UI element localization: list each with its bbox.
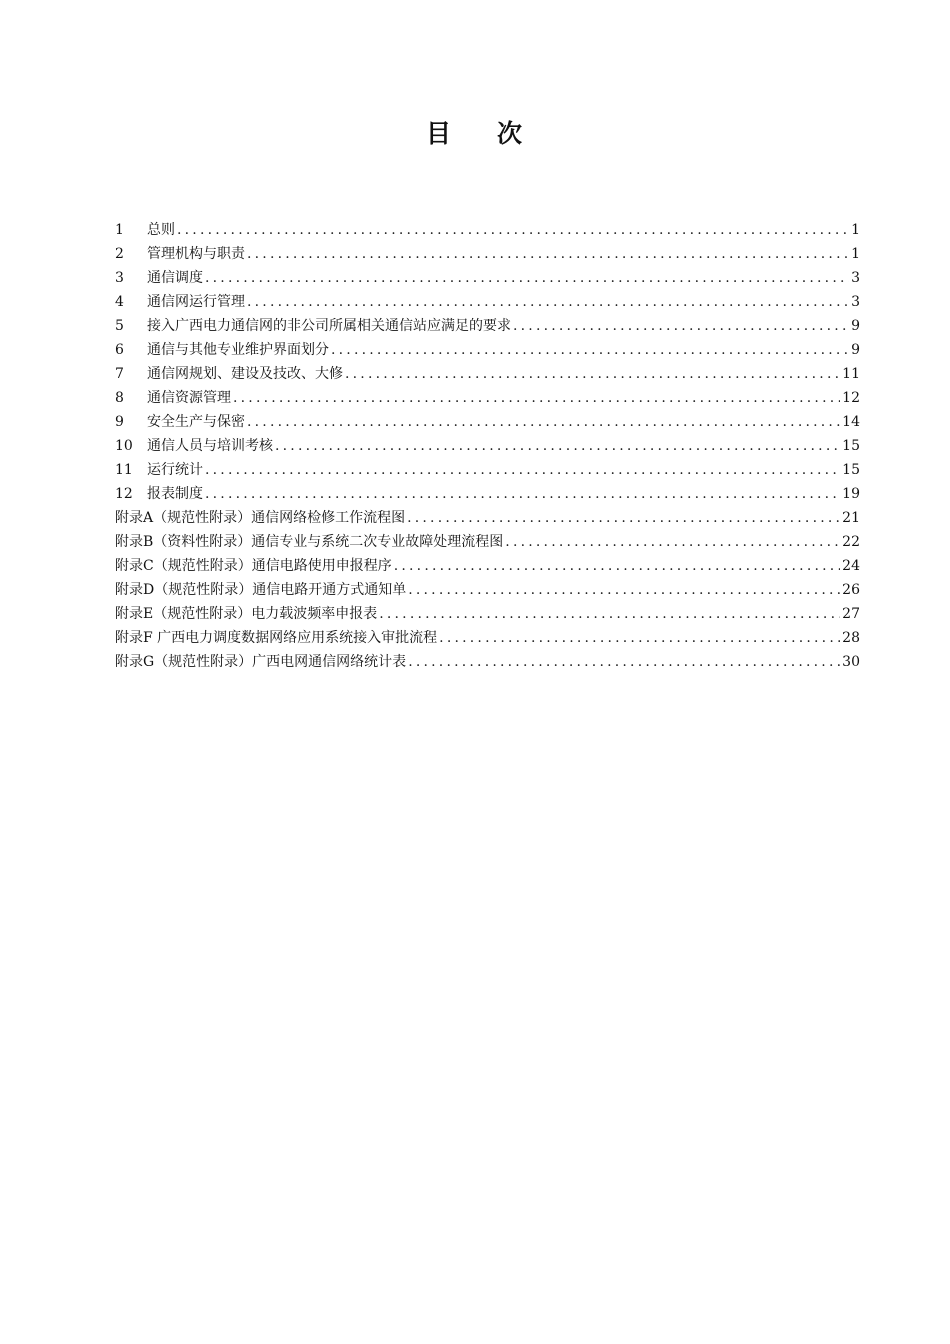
toc-entry[interactable] xyxy=(115,482,860,506)
toc-entry-title: 运行统计 xyxy=(147,462,203,478)
toc-entry-page-number: 21 xyxy=(842,510,860,526)
toc-entry[interactable] xyxy=(115,602,860,626)
toc-entry-page-number: 26 xyxy=(842,582,860,598)
toc-entry-number: 7 xyxy=(115,366,124,382)
toc-entry-title: 附录E（规范性附录）电力载波频率申报表 xyxy=(115,606,378,622)
toc-entry-page-number: 1 xyxy=(851,222,860,238)
toc-entry-number: 6 xyxy=(115,342,124,358)
toc-entry-number: 11 xyxy=(115,462,133,478)
toc-entry-page-number: 22 xyxy=(842,534,860,550)
toc-entry[interactable] xyxy=(115,218,860,242)
table-of-contents xyxy=(115,218,860,674)
toc-entry-title: 管理机构与职责 xyxy=(147,246,245,262)
toc-dot-leader xyxy=(505,530,840,554)
toc-entry-page-number: 28 xyxy=(842,630,860,646)
toc-entry[interactable] xyxy=(115,266,860,290)
toc-dot-leader xyxy=(408,650,840,674)
title-part-1: 目 xyxy=(425,119,453,148)
toc-dot-leader xyxy=(205,458,840,482)
toc-entry[interactable] xyxy=(115,242,860,266)
toc-entry-page-number: 3 xyxy=(851,270,860,286)
toc-dot-leader xyxy=(439,626,840,650)
toc-entry-title: 通信与其他专业维护界面划分 xyxy=(147,342,329,358)
toc-entry[interactable] xyxy=(115,410,860,434)
toc-dot-leader xyxy=(394,554,840,578)
toc-dot-leader xyxy=(247,242,849,266)
toc-dot-leader xyxy=(379,602,840,626)
title-part-2: 次 xyxy=(497,119,525,148)
toc-entry-title: 通信网规划、建设及技改、大修 xyxy=(147,366,343,382)
toc-entry-number: 12 xyxy=(115,486,133,502)
toc-entry-title: 通信网运行管理 xyxy=(147,294,245,310)
toc-entry-number: 10 xyxy=(115,438,133,454)
toc-entry-title: 安全生产与保密 xyxy=(147,414,245,430)
toc-entry-title: 附录D（规范性附录）通信电路开通方式通知单 xyxy=(115,582,407,598)
toc-entry-number: 2 xyxy=(115,246,124,262)
toc-dot-leader xyxy=(177,218,849,242)
toc-entry-title: 附录C（规范性附录）通信电路使用申报程序 xyxy=(115,558,392,574)
toc-entry-page-number: 9 xyxy=(851,342,860,358)
toc-entry-page-number: 11 xyxy=(842,366,860,382)
toc-entry-page-number: 15 xyxy=(842,462,860,478)
toc-dot-leader xyxy=(205,266,849,290)
toc-entry-page-number: 1 xyxy=(851,246,860,262)
toc-entry-title: 附录G（规范性附录）广西电网通信网络统计表 xyxy=(115,654,407,670)
toc-entry[interactable] xyxy=(115,314,860,338)
toc-entry-title: 附录B（资料性附录）通信专业与系统二次专业故障处理流程图 xyxy=(115,534,504,550)
toc-dot-leader xyxy=(408,578,840,602)
toc-dot-leader xyxy=(247,410,840,434)
toc-entry-page-number: 9 xyxy=(851,318,860,334)
toc-entry-title: 接入广西电力通信网的非公司所属相关通信站应满足的要求 xyxy=(147,318,511,334)
toc-entry-page-number: 24 xyxy=(842,558,860,574)
toc-entry[interactable] xyxy=(115,530,860,554)
toc-entry-title: 通信资源管理 xyxy=(147,390,231,406)
toc-dot-leader xyxy=(513,314,849,338)
toc-dot-leader xyxy=(205,482,840,506)
toc-dot-leader xyxy=(345,362,840,386)
toc-entry[interactable] xyxy=(115,650,860,674)
toc-entry[interactable] xyxy=(115,434,860,458)
toc-entry[interactable] xyxy=(115,626,860,650)
toc-entry[interactable] xyxy=(115,578,860,602)
toc-entry[interactable] xyxy=(115,290,860,314)
toc-entry-page-number: 27 xyxy=(842,606,860,622)
toc-dot-leader xyxy=(407,506,840,530)
toc-dot-leader xyxy=(275,434,840,458)
toc-entry-title: 通信调度 xyxy=(147,270,203,286)
toc-entry[interactable] xyxy=(115,386,860,410)
toc-entry-page-number: 14 xyxy=(842,414,860,430)
toc-entry-title: 附录F 广西电力调度数据网络应用系统接入审批流程 xyxy=(115,630,438,646)
toc-dot-leader xyxy=(233,386,840,410)
toc-entry-number: 5 xyxy=(115,318,124,334)
toc-entry-title: 总则 xyxy=(147,222,175,238)
toc-entry[interactable] xyxy=(115,554,860,578)
toc-entry[interactable] xyxy=(115,506,860,530)
toc-entry-page-number: 3 xyxy=(851,294,860,310)
toc-entry-page-number: 30 xyxy=(842,654,860,670)
toc-entry-number: 9 xyxy=(115,414,124,430)
toc-entry-number: 8 xyxy=(115,390,124,406)
toc-dot-leader xyxy=(247,290,849,314)
page-title xyxy=(0,116,950,152)
toc-entry[interactable] xyxy=(115,338,860,362)
toc-entry[interactable] xyxy=(115,458,860,482)
toc-entry-page-number: 15 xyxy=(842,438,860,454)
toc-entry-number: 4 xyxy=(115,294,124,310)
toc-entry-title: 附录A（规范性附录）通信网络检修工作流程图 xyxy=(115,510,406,526)
toc-entry-title: 通信人员与培训考核 xyxy=(147,438,273,454)
toc-entry-title: 报表制度 xyxy=(147,486,203,502)
toc-entry-page-number: 19 xyxy=(842,486,860,502)
toc-entry-number: 3 xyxy=(115,270,124,286)
toc-dot-leader xyxy=(331,338,849,362)
toc-entry[interactable] xyxy=(115,362,860,386)
toc-entry-number: 1 xyxy=(115,222,124,238)
toc-entry-page-number: 12 xyxy=(842,390,860,406)
